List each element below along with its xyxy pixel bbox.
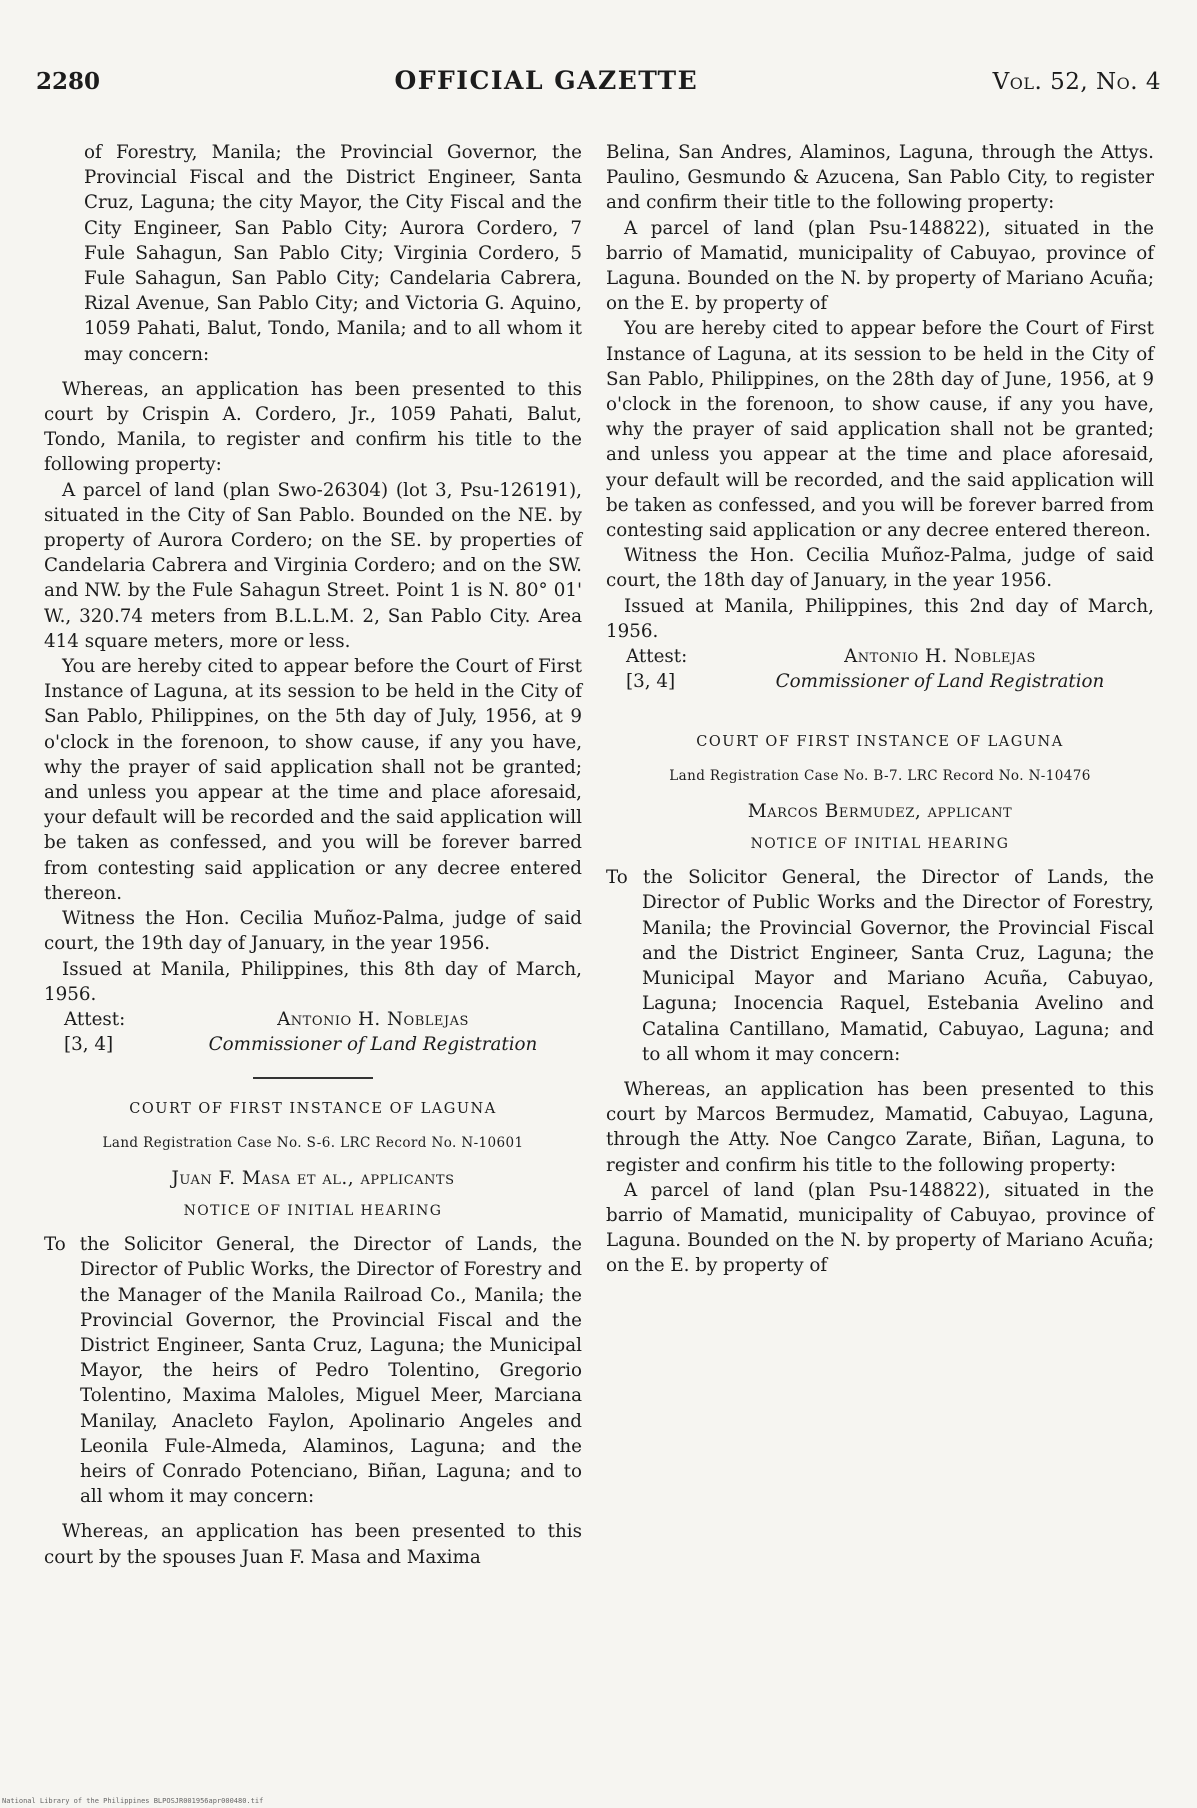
addressees-continued: of Forestry, Manila; the Provincial Governor, the Provincial Fiscal and the District Engineer, Santa Cruz, Laguna; the city Mayor, the City Fiscal and the City Engineer, San Pablo City; Aurora Cordero, 7 Fule Sahagun, San Pablo City; Virginia Cordero, 5 Fule Sahagun, San Pablo City; Candelaria Cabrera, Rizal Avenue, San Pablo City; and Victoria G. Aquino, 1059 Pahati, Balut, Tondo, Manila; and to all whom it may concern: xyxy=(84,142,582,365)
attest-label: Attest: xyxy=(64,1008,126,1030)
parcel-description: A parcel of land (plan Psu-148822), situated in the barrio of Mamatid, municipality of Cabuyao, province of Laguna. Bounded on the N. by property of Mariano Acuña; on the E. by property of xyxy=(606,217,1154,315)
addressees-paragraph: To the Solicitor General, the Director of Lands, the Director of Public Works and the Director of Forestry, Manila; the Provincial Governor, the Provincial Fiscal and the District Engineer, Santa Cruz, Laguna; the Municipal Mayor and Mariano Acuña, Cabuyao, Laguna; Inocencia Raquel, Estebania Avelino and Catalina Cantillano, Mamatid, Cabuyao, Laguna; and to all whom it may concern: xyxy=(606,867,1154,1065)
whereas-paragraph: Whereas, an application has been presented to this court by Marcos Bermudez, Mamatid, Cabuyao, Laguna, through the Atty. Noe Cangco Zarate, Biñan, Laguna, to register and confirm his title to the following property: xyxy=(606,1078,1154,1176)
attest-label: Attest: xyxy=(626,646,688,668)
page-number: 2280 xyxy=(36,68,101,95)
applicant-line: Juan F. Masa et al., applicants xyxy=(171,1167,455,1189)
citation-paragraph: You are hereby cited to appear before the Court of First Instance of Laguna, at its session to be held in the City of San Pablo, Philippines, on the 5th day of July, 1956, at 9 o'clock in the forenoon, to show cause, if any you have, why the prayer of said application shall not be granted; and unless you appear at the time and place aforesaid, your default will be recorded and the said application will be taken as confessed, and you will be forever barred from contesting said application or any decree entered thereon. xyxy=(44,656,582,904)
attest-title: Commissioner of Land Registration xyxy=(775,671,1105,693)
witness-paragraph: Witness the Hon. Cecilia Muñoz-Palma, judge of said court, the 18th day of January, in the year 1956. xyxy=(606,545,1154,592)
court-heading: COURT OF FIRST INSTANCE OF LAGUNA xyxy=(129,1101,497,1118)
notice-heading: NOTICE OF INITIAL HEARING xyxy=(750,836,1010,853)
case-number-line: Land Registration Case No. S-6. LRC Record No. N-10601 xyxy=(102,1134,524,1151)
issued-paragraph: Issued at Manila, Philippines, this 2nd day of March, 1956. xyxy=(606,595,1154,642)
left-column xyxy=(44,140,582,1570)
addressees-paragraph: To the Solicitor General, the Director of Lands, the Director of Public Works, the Director of Forestry and the Manager of the Manila Railroad Co., Manila; the Provincial Governor, the Provincial Fiscal and the District Engineer, Santa Cruz, Laguna; the Municipal Mayor, the heirs of Pedro Tolentino, Gregorio Tolentino, Maxima Maloles, Miguel Meer, Marciana Manilay, Anacleto Faylon, Apolinario Angeles and Leonila Fule-Almeda, Alaminos, Laguna; and the heirs of Conrado Potenciano, Biñan, Laguna; and to all whom it may concern: xyxy=(44,1234,582,1508)
notice-heading: NOTICE OF INITIAL HEARING xyxy=(183,1202,443,1219)
attest-name: Antonio H. Noblejas xyxy=(277,1008,469,1030)
applicant-line: Marcos Bermudez, applicant xyxy=(747,800,1013,822)
parcel-description: A parcel of land (plan Swo-26304) (lot 3, Psu-126191), situated in the City of San Pablo. Bounded on the NE. by property of Aurora Cordero; on the SE. by properties of Candelaria Cabrera and Virginia Cordero; and on the SW. and NW. by the Fule Sahagun Street. Point 1 is N. 80° 01' W., 320.74 meters from B.L.L.M. 2, San Pablo City. Area 414 square meters, more or less. xyxy=(44,479,582,652)
page-header xyxy=(36,66,1161,106)
parcel-description-2: A parcel of land (plan Psu-148822), situated in the barrio of Mamatid, municipality of Cabuyao, province of Laguna. Bounded on the N. by property of Mariano Acuña; on the E. by property of xyxy=(606,1179,1154,1277)
issued-paragraph: Issued at Manila, Philippines, this 8th day of March, 1956. xyxy=(44,958,582,1005)
volume-number: Vol. 52, No. 4 xyxy=(992,69,1161,95)
court-heading: COURT OF FIRST INSTANCE OF LAGUNA xyxy=(696,734,1064,751)
attest-name: Antonio H. Noblejas xyxy=(844,646,1036,668)
publication-title: OFFICIAL GAZETTE xyxy=(394,66,699,95)
issue-reference: [3, 4] xyxy=(64,1034,114,1056)
attest-block xyxy=(44,1007,582,1032)
attest-title: Commissioner of Land Registration xyxy=(208,1034,538,1056)
attest-block xyxy=(606,644,1154,669)
whereas-paragraph: Whereas, an application has been presented to this court by Crispin A. Cordero, Jr., 1059 Pahati, Balut, Tondo, Manila, to register and confirm his title to the following property: xyxy=(44,378,582,476)
right-column xyxy=(606,140,1154,1279)
case-number-line: Land Registration Case No. B-7. LRC Record No. N-10476 xyxy=(669,767,1091,784)
whereas-paragraph-2: Whereas, an application has been presented to this court by the spouses Juan F. Masa and Maxima xyxy=(44,1521,582,1568)
citation-paragraph: You are hereby cited to appear before the Court of First Instance of Laguna, at its session to be held in the City of San Pablo, Philippines, on the 28th day of June, 1956, at 9 o'clock in the forenoon, to show cause, if any you have, why the prayer of said application shall not be granted; and unless you appear at the time and place aforesaid, your default will be recorded, and the said application will be taken as confessed, and you will be forever barred from contesting said application or any decree entered thereon. xyxy=(606,318,1154,542)
attest-title-row xyxy=(606,669,1154,694)
issue-reference: [3, 4] xyxy=(626,671,676,693)
application-continued: Belina, San Andres, Alaminos, Laguna, through the Attys. Paulino, Gesmundo & Azucena, San Pablo City, to register and confirm their title to the following property: xyxy=(606,142,1154,214)
scan-footer: National Library of the Philippines BLPOSJR001956apr000480.tif xyxy=(2,1797,264,1805)
attest-title-row xyxy=(44,1032,582,1057)
section-divider xyxy=(253,1077,373,1079)
witness-paragraph: Witness the Hon. Cecilia Muñoz-Palma, judge of said court, the 19th day of January, in the year 1956. xyxy=(44,908,582,955)
